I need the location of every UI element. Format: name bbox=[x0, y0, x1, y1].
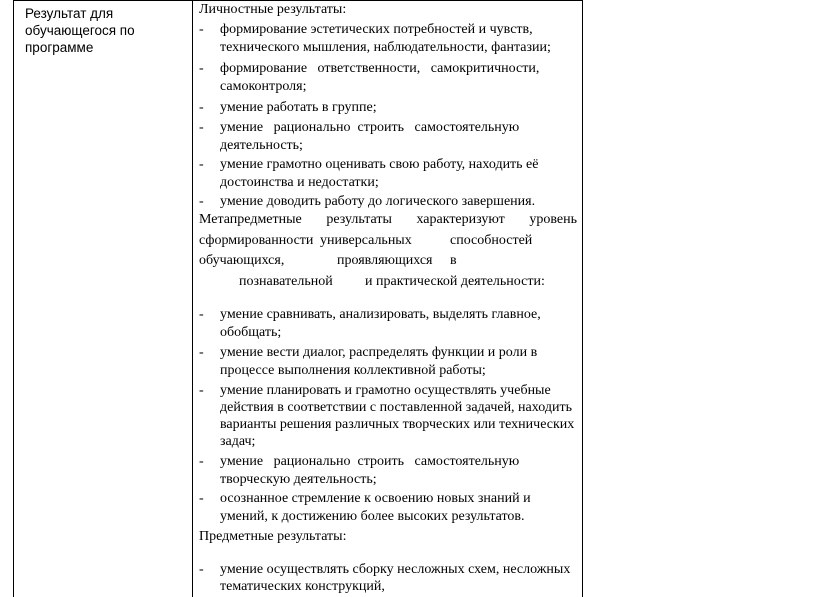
meta-word: результаты bbox=[326, 212, 392, 227]
list-item-line: тематических конструкций, bbox=[220, 579, 385, 594]
meta-word: способностей bbox=[450, 233, 533, 248]
list-item-line: умение осуществлять сборку несложных схем, несложных bbox=[220, 562, 571, 577]
list-dash: - bbox=[199, 194, 204, 209]
list-dash: - bbox=[199, 454, 204, 469]
table-left-border bbox=[13, 0, 14, 597]
meta-word: проявляющихся bbox=[337, 253, 433, 268]
list-item-line: варианты решения различных творческих или технических bbox=[220, 417, 575, 432]
table-right-border bbox=[582, 0, 583, 597]
table-top-border bbox=[13, 0, 583, 1]
list-dash: - bbox=[199, 491, 204, 506]
list-item-line: умение планировать и грамотно осуществлять учебные bbox=[220, 383, 551, 398]
list-item-line: творческую деятельность; bbox=[220, 472, 377, 487]
list-item-line: самоконтроля; bbox=[220, 79, 307, 94]
result-label-line: Результат для bbox=[25, 6, 114, 21]
meta-results-line bbox=[199, 212, 577, 228]
list-item-line: осознанное стремление к освоению новых знаний и bbox=[220, 491, 531, 506]
meta-word: характеризуют bbox=[416, 212, 505, 227]
list-dash: - bbox=[199, 22, 204, 37]
list-dash: - bbox=[199, 345, 204, 360]
list-item-line: обобщать; bbox=[220, 325, 282, 340]
list-dash: - bbox=[199, 100, 204, 115]
list-item-line: умение грамотно оценивать свою работу, находить её bbox=[220, 157, 539, 172]
list-item-line: действия в соответствии с поставленной задачей, находить bbox=[220, 400, 572, 415]
list-dash: - bbox=[199, 157, 204, 172]
list-dash: - bbox=[199, 383, 204, 398]
meta-word: универсальных bbox=[320, 233, 412, 248]
result-label-line: программе bbox=[25, 40, 94, 55]
meta-word: сформированности bbox=[199, 233, 314, 248]
list-item-line: умение рационально строить самостоятельную bbox=[220, 120, 520, 135]
list-item-line: умение вести диалог, распределять функции и роли в bbox=[220, 345, 538, 360]
list-item-line: достоинства и недостатки; bbox=[220, 175, 379, 190]
list-item-line: умение работать в группе; bbox=[220, 100, 377, 115]
meta-word: и практической деятельности: bbox=[365, 274, 545, 289]
meta-word: уровень bbox=[529, 212, 577, 227]
list-item-line: умение доводить работу до логического завершения. bbox=[220, 194, 536, 209]
result-label-cell bbox=[25, 5, 185, 56]
list-item-line: задач; bbox=[220, 434, 256, 449]
list-dash: - bbox=[199, 120, 204, 135]
list-dash: - bbox=[199, 562, 204, 577]
personal-results-heading: Личностные результаты: bbox=[199, 2, 347, 17]
list-item-line: умение рационально строить самостоятельную bbox=[220, 454, 520, 469]
meta-word: Метапредметные bbox=[199, 212, 302, 227]
list-item-line: деятельность; bbox=[220, 138, 303, 153]
list-dash: - bbox=[199, 307, 204, 322]
list-dash: - bbox=[199, 61, 204, 76]
list-item-line: формирование эстетических потребностей и чувств, bbox=[220, 22, 533, 37]
result-label-line: обучающегося по bbox=[25, 23, 135, 38]
list-item-line: формирование ответственности, самокритичности, bbox=[220, 61, 540, 76]
list-item-line: умение сравнивать, анализировать, выделять главное, bbox=[220, 307, 541, 322]
table-column-divider bbox=[192, 0, 193, 597]
meta-word: познавательной bbox=[239, 274, 333, 289]
subject-results-heading: Предметные результаты: bbox=[199, 529, 347, 544]
list-item-line: технического мышления, наблюдательности, фантазии; bbox=[220, 40, 551, 55]
list-item-line: процессе выполнения коллективной работы; bbox=[220, 363, 486, 378]
meta-word: в bbox=[450, 253, 457, 268]
list-item-line: умений, к достижению более высоких результатов. bbox=[220, 509, 525, 524]
meta-word: обучающихся, bbox=[199, 253, 285, 268]
